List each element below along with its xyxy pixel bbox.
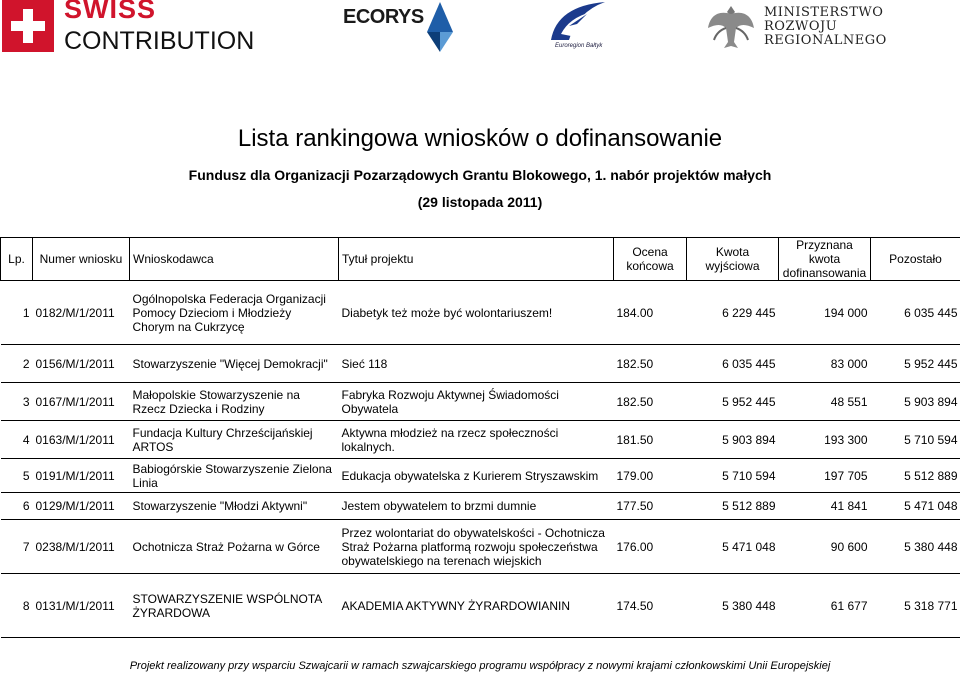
cell-lp: 5 — [22, 468, 30, 483]
cell-numer: 0156/M/1/2011 — [35, 356, 115, 371]
cell-numer: 0182/M/1/2011 — [35, 305, 115, 320]
swiss-logo-line2: CONTRIBUTION — [64, 27, 255, 55]
table-row — [1, 383, 960, 421]
cell-kwota: 6 035 445 — [722, 356, 776, 371]
cell-numer: 0238/M/1/2011 — [35, 539, 115, 554]
ministry-line1: MINISTERSTWO — [764, 5, 884, 20]
polish-eagle-icon — [706, 2, 756, 52]
ecorys-logo-text: ECORYS — [343, 6, 424, 28]
header-kwota: Kwota wyjściowa — [687, 238, 779, 281]
table-header-row — [1, 238, 960, 281]
cell-pozostalo: 5 710 594 — [904, 432, 958, 447]
table-row — [1, 421, 960, 459]
cell-kwota: 5 471 048 — [722, 539, 776, 554]
cell-tytul: AKADEMIA AKTYWNY ŻYRARDOWIANIN — [341, 598, 570, 613]
table-row — [1, 574, 960, 638]
header-przyznana: Przyznana kwota dofinansowania — [779, 238, 871, 281]
cell-tytul: Diabetyk też może być wolontariuszem! — [341, 305, 553, 320]
euroregion-bird-icon — [547, 0, 609, 44]
cell-pozostalo: 5 952 445 — [904, 356, 958, 371]
euroregion-logo-text: Euroregion Bałtyk — [555, 43, 603, 49]
cell-wnioskodawca: STOWARZYSZENIE WSPÓLNOTA ŻYRARDOWA — [132, 591, 322, 620]
cell-ocena: 182.50 — [616, 394, 654, 409]
cell-lp: 8 — [22, 598, 30, 613]
header-lp: Lp. — [1, 238, 33, 281]
cell-wnioskodawca: Ogólnopolska Federacja Organizacji Pomocy Dzieciom i Młodzieży Chorym na Cukrzycę — [132, 291, 326, 334]
cell-kwota: 5 512 889 — [722, 499, 776, 513]
cell-przyznana: 194 000 — [824, 305, 868, 320]
cell-kwota: 5 903 894 — [722, 432, 776, 447]
cell-numer: 0129/M/1/2011 — [35, 499, 115, 513]
cell-kwota: 5 952 445 — [722, 394, 776, 409]
cell-wnioskodawca: Ochotnicza Straż Pożarna w Górce — [132, 539, 320, 554]
cell-przyznana: 197 705 — [824, 468, 868, 483]
cell-wnioskodawca: Babiogórskie Stowarzyszenie Zielona Linia — [132, 461, 332, 490]
euroregion-logo — [547, 0, 617, 52]
cell-tytul: Edukacja obywatelska z Kurierem Stryszawskim — [341, 468, 599, 483]
cell-lp: 1 — [22, 305, 30, 320]
cell-numer: 0167/M/1/2011 — [35, 394, 115, 409]
cell-pozostalo: 5 318 771 — [904, 598, 958, 613]
table-row — [1, 493, 960, 520]
cell-tytul: Przez wolontariat do obywatelskości - Ochotnicza Straż Pożarna platformą rozwoju społeczeństwa obywatelskiego na terenach wiejskich — [341, 525, 605, 568]
ministry-line2: ROZWOJU — [764, 19, 838, 34]
table-row — [1, 345, 960, 383]
cell-lp: 4 — [22, 432, 30, 447]
page-footer: Projekt realizowany przy wsparciu Szwajcarii w ramach szwajcarskiego programu współpracy z nowymi krajami członkowskimi Unii Europejskiej — [129, 660, 831, 672]
cell-przyznana: 41 841 — [830, 499, 868, 513]
ministry-logo-text — [764, 6, 887, 48]
table-row — [1, 281, 960, 345]
ministry-line3: REGIONALNEGO — [764, 33, 887, 48]
cell-wnioskodawca: Małopolskie Stowarzyszenie na Rzecz Dziecka i Rodziny — [132, 387, 300, 416]
header-pozostalo: Pozostało — [871, 238, 960, 281]
header-tytul: Tytuł projektu — [339, 238, 614, 281]
swiss-logo-line1: SWISS — [64, 0, 157, 24]
cell-tytul: Jestem obywatelem to brzmi dumnie — [341, 499, 537, 513]
cell-tytul: Sieć 118 — [341, 356, 388, 371]
cell-wnioskodawca: Stowarzyszenie "Więcej Demokracji" — [132, 356, 328, 371]
cell-lp: 3 — [22, 394, 30, 409]
cell-wnioskodawca: Fundacja Kultury Chrześcijańskiej ARTOS — [132, 425, 313, 454]
ecorys-logo — [343, 0, 458, 52]
swiss-cross-icon — [2, 0, 54, 52]
cell-kwota: 5 710 594 — [722, 468, 776, 483]
cell-numer: 0191/M/1/2011 — [35, 468, 115, 483]
logo-bar — [0, 0, 960, 60]
cell-numer: 0131/M/1/2011 — [35, 598, 115, 613]
ranking-table — [0, 237, 960, 638]
cell-pozostalo: 5 512 889 — [904, 468, 958, 483]
cell-pozostalo: 5 471 048 — [904, 499, 958, 513]
header-numer: Numer wniosku — [33, 238, 130, 281]
cell-pozostalo: 5 903 894 — [904, 394, 958, 409]
cell-lp: 7 — [22, 539, 30, 554]
cell-pozostalo: 5 380 448 — [904, 539, 958, 554]
cell-lp: 6 — [22, 499, 30, 513]
page-title: Lista rankingowa wniosków o dofinansowanie — [237, 125, 723, 152]
cell-pozostalo: 6 035 445 — [904, 305, 958, 320]
cell-przyznana: 61 677 — [830, 598, 868, 613]
cell-kwota: 5 380 448 — [722, 598, 776, 613]
cell-tytul: Fabryka Rozwoju Aktywnej Świadomości Obywatela — [341, 387, 559, 416]
cell-przyznana: 90 600 — [830, 539, 868, 554]
cell-numer: 0163/M/1/2011 — [35, 432, 115, 447]
cell-ocena: 177.50 — [616, 499, 654, 513]
swiss-contribution-logo — [2, 0, 255, 55]
cell-przyznana: 193 300 — [824, 432, 868, 447]
cell-ocena: 182.50 — [616, 356, 654, 371]
cell-ocena: 179.00 — [616, 468, 654, 483]
cell-lp: 2 — [22, 356, 30, 371]
cell-tytul: Aktywna młodzież na rzecz społeczności lokalnych. — [341, 425, 559, 454]
ministry-logo — [706, 2, 956, 54]
header-ocena: Ocena końcowa — [614, 238, 687, 281]
cell-ocena: 174.50 — [616, 598, 654, 613]
cell-ocena: 176.00 — [616, 539, 654, 554]
cell-przyznana: 83 000 — [830, 356, 868, 371]
cell-ocena: 184.00 — [616, 305, 654, 320]
table-row — [1, 459, 960, 493]
page-subtitle: Fundusz dla Organizacji Pozarządowych Grantu Blokowego, 1. nabór projektów małych — [188, 167, 772, 183]
cell-kwota: 6 229 445 — [722, 305, 776, 320]
table-row — [1, 520, 960, 574]
header-wnioskodawca: Wnioskodawca — [130, 238, 339, 281]
cell-ocena: 181.50 — [616, 432, 654, 447]
page-date: (29 listopada 2011) — [417, 194, 543, 210]
cell-przyznana: 48 551 — [830, 394, 868, 409]
cell-wnioskodawca: Stowarzyszenie "Młodzi Aktywni" — [132, 499, 308, 513]
ecorys-mountain-icon — [427, 2, 453, 52]
